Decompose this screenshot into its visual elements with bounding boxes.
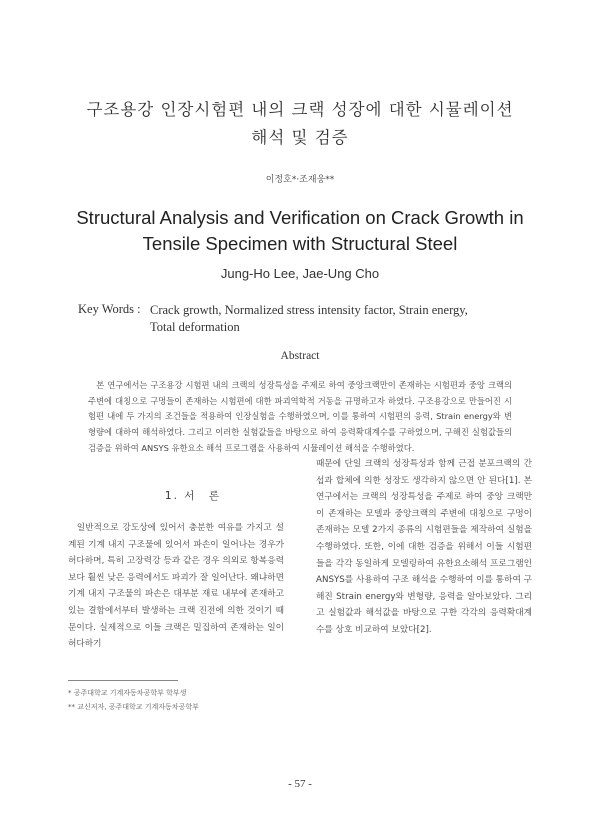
keywords-text: Crack growth, Normalized stress intensity factor, Strain energy, Total deformation [150,303,468,334]
footnote-divider [68,680,178,681]
introduction-right-column: 때문에 단일 크랙의 성장특성과 함께 근접 분포크랙의 간섭과 합체에 의한 성장도 생각하지 않으면 안 된다[1]. 본 연구에서는 크랙의 성장특성을 주제로 하여 중앙 크랙만이 존재하는 모델과 중앙크랙의 주변에 대칭으로 구멍이 존재하는 모델 2가지 종류의 시험편들을 제작하여 실험을 수행하였다. 또한, 이에 대한 검증을 위해서 이들 시험편들을 각각 동일하게 모델링하여 유한요소해석 프로그램인 ANSYS를 사용하여 구조 해석을 수행하여 이를 통하여 구해진 Strain energy와 변형량, 응력을 알아보았다. 그리고 실험값과 해석값을 바탕으로 구한 각각의 응력확대계수를 상호 비교하여 보았다[2]. [316,459,532,635]
korean-authors: 이정호*·조재웅** [265,175,335,185]
english-title-line-1: Structural Analysis and Verification on Crack Growth in [76,207,524,228]
section-heading-introduction: 1. 서 론 [164,490,222,502]
korean-title-line-2: 해석 및 검증 [251,128,349,147]
footnote-author-2: ** 교신저자, 공주대학교 기계자동차공학부 [68,703,199,711]
introduction-left-column: 일반적으로 강도상에 있어서 충분한 여유를 가지고 설계된 기계 내지 구조물에 있어서 파손이 일어나는 경우가 허다하며, 특히 고장력강 등과 같은 경우 의외로 항복응력보다 훨씬 낮은 응력에서도 파괴가 잘 일어난다. 왜냐하면 기계 내지 구조물의 파손은 대부분 재료 내부에 존재하고 있는 결함에서부터 발생하는 크랙 진전에 의한 것이기 때문이다. 실제적으로 이들 크랙은 밀집하여 존재하는 일이 허다하기 [68,523,284,650]
korean-title-line-1: 구조용강 인장시험편 내의 크랙 성장에 대한 시뮬레이션 [86,100,514,119]
keywords-label: Key Words : [78,302,141,316]
english-authors: Jung-Ho Lee, Jae-Ung Cho [220,266,380,281]
english-title-line-2: Tensile Specimen with Structural Steel [142,233,458,254]
abstract-heading: Abstract [280,350,320,362]
abstract-body: 본 연구에서는 구조용강 시험편 내의 크랙의 성장특성을 주제로 하여 중앙크랙만이 존재하는 시험편과 중앙 크랙의 주변에 대칭으로 구멍들이 존재하는 시험편에 대한 파괴역학적 거동을 규명하고자 하였다. 구조용강으로 만들어진 시험편 내에 두 가지의 조건들을 적용하여 인장실험을 수행하였으며, 이를 통하여 시험편의 응력, Strain energy와 변형량에 대하여 해석하였다. 그리고 이러한 실험값들을 바탕으로 하여 응력확대계수를 구하였으며, 구해진 실험값들의 검증을 위하여 ANSYS 유한요소 해석 프로그램을 사용하여 시뮬레이션 해석을 수행하였다. [88,380,512,453]
page-number: - 57 - [288,778,312,790]
footnote-author-1: * 공주대학교 기계자동차공학부 학부생 [68,689,187,697]
